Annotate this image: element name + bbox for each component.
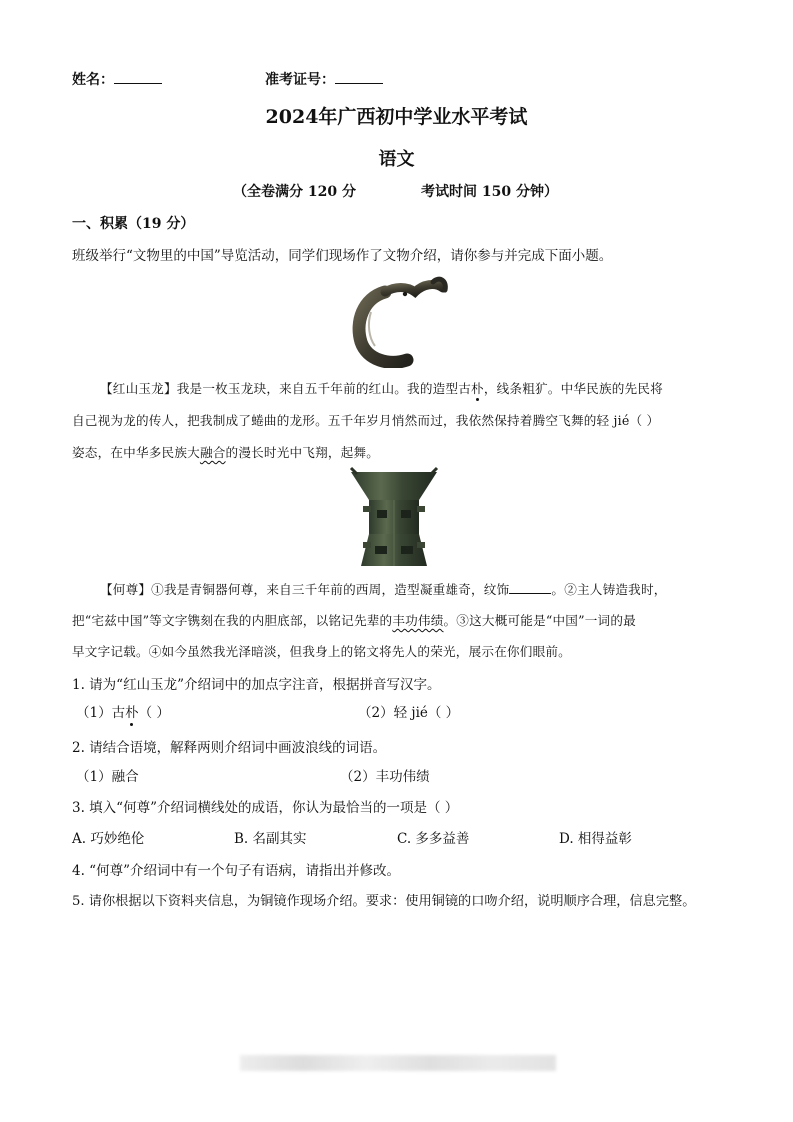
zun-line-2: 把“宅兹中国”等文字镌刻在我的内胆底部，以铭记先辈的丰功伟绩。③这大概可能是“中国”一词的最: [72, 613, 636, 628]
zun-line-1: 【何尊】①我是青铜器何尊，来自三千年前的西周，造型凝重雄奇，纹饰 。②主人铸造我时，: [100, 582, 667, 597]
name-label: 姓名：: [72, 72, 114, 88]
section-intro: 班级举行“文物里的中国”导览活动，同学们现场作了文物介绍，请你参与并完成下面小题。: [72, 248, 613, 264]
name-field: [72, 69, 162, 89]
full-score-note: （全卷满分 120 分: [233, 184, 356, 200]
exam-id-field: [265, 69, 383, 89]
name-blank[interactable]: [114, 70, 162, 84]
q1-answer-paren-1[interactable]: （ ）: [138, 705, 170, 721]
jade-dotted-char: 朴: [471, 381, 484, 396]
blurred-watermark: [240, 1055, 556, 1071]
zun-wavy-word: 丰功伟绩: [392, 613, 444, 628]
jade-wavy-word: 融合: [199, 445, 226, 460]
question-5: 5. 请你根据以下资料夹信息，为铜镜作现场介绍。要求：使用铜镜的口吻介绍，说明顺序合理，信息完整。: [72, 894, 696, 909]
he-zun-image: [347, 466, 441, 570]
question-1: 1. 请为“红山玉龙”介绍词中的加点字注音，根据拼音写汉字。: [72, 677, 441, 693]
jade-line-2: 自己视为龙的传人，把我制成了蜷曲的龙形。五千年岁月悄然而过，我依然保持着腾空飞舞的轻 jié（ ）: [72, 413, 660, 428]
exam-id-label: 准考证号：: [265, 72, 335, 88]
zun-line-3: 早文字记载。④如今虽然我光泽暗淡，但我身上的铭文将先人的荣光，展示在你们眼前。: [72, 644, 571, 659]
jade-line-3: 姿态，在中华多民族大融合的漫长时光中飞翔，起舞。: [72, 445, 380, 460]
q1-dotted-char: 朴: [125, 705, 139, 721]
question-2-part-2: （2）丰功伟绩: [340, 769, 430, 785]
question-4: 4. “何尊”介绍词中有一个句子有语病，请指出并修改。: [72, 863, 400, 879]
question-1-part-1: （1）古朴（ ）: [76, 705, 170, 721]
option-b[interactable]: B. 名副其实: [234, 831, 307, 847]
question-3: 3. 填入“何尊”介绍词横线处的成语，你认为最恰当的一项是（ ）: [72, 800, 459, 816]
page-title: 2024年广西初中学业水平考试: [265, 106, 528, 128]
question-1-part-2[interactable]: （2）轻 jié（ ）: [358, 705, 460, 721]
question-2-part-1: （1）融合: [76, 769, 139, 785]
subject-title: 语文: [378, 149, 415, 170]
jade-dragon-image: [345, 272, 449, 368]
option-c[interactable]: C. 多多益善: [397, 831, 470, 847]
section-heading: 一、积累（19 分）: [72, 216, 195, 232]
question-2: 2. 请结合语境，解释两则介绍词中画波浪线的词语。: [72, 740, 387, 756]
exam-id-blank[interactable]: [335, 70, 383, 84]
jade-line-1: 【红山玉龙】我是一枚玉龙玦，来自五千年前的红山。我的造型古朴，线条粗犷。中华民族的先民将: [100, 381, 663, 396]
option-a[interactable]: A. 巧妙绝伦: [72, 831, 145, 847]
exam-time-note: 考试时间 150 分钟）: [421, 184, 558, 200]
option-d[interactable]: D. 相得益彰: [559, 831, 632, 847]
idiom-blank[interactable]: [509, 582, 551, 594]
